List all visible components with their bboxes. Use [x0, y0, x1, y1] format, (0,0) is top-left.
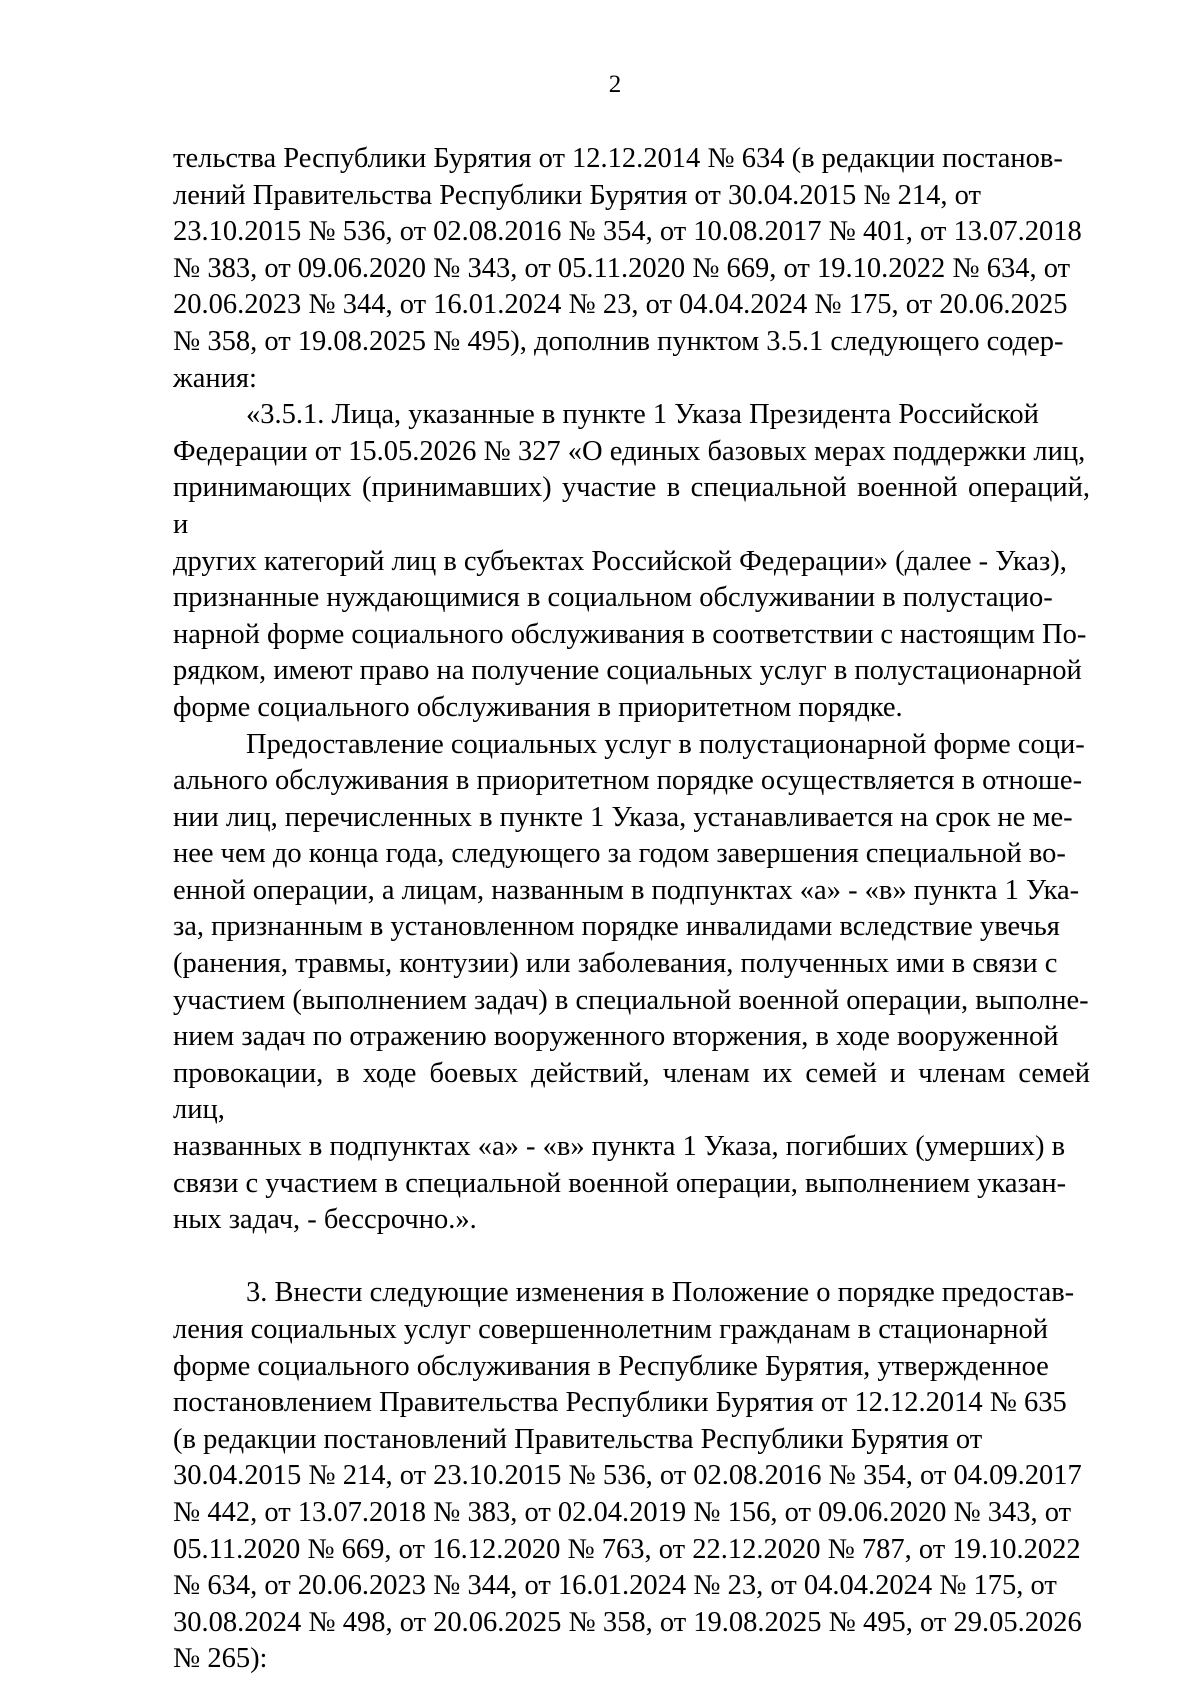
text-line: нием задач по отражению вооруженного вторжения, в ходе вооруженной	[173, 1021, 1059, 1053]
text-line: «3.5.1. Лица, указанные в пункте 1 Указа Президента Российской	[246, 399, 1039, 431]
text-line: жания:	[173, 362, 257, 394]
text-line: принимающих (принимавших) участие в специальной военной операций, и	[173, 472, 1090, 540]
document-body	[173, 141, 1090, 1678]
text-line: № 442, от 13.07.2018 № 383, от 02.04.2019 № 156, от 09.06.2020 № 343, от	[173, 1496, 1072, 1528]
text-line: связи с участием в специальной военной операции, выполнением указан-	[173, 1167, 1067, 1199]
text-line: названных в подпунктах «а» - «в» пункта 1 Указа, погибших (умерших) в	[173, 1131, 1066, 1163]
text-line: форме социального обслуживания в Республике Бурятия, утвержденное	[173, 1350, 1049, 1382]
text-line: Федерации от 15.05.2026 № 327 «О единых базовых мерах поддержки лиц,	[173, 435, 1086, 467]
text-line: № 383, от 09.06.2020 № 343, от 05.11.2020 № 669, от 19.10.2022 № 634, от	[173, 252, 1071, 284]
text-line: № 358, от 19.08.2025 № 495), дополнив пунктом 3.5.1 следующего содер-	[173, 325, 1064, 357]
paragraph-amendment-intro	[173, 141, 1090, 397]
text-line: (ранения, травмы, контузии) или заболевания, полученных ими в связи с	[173, 948, 1058, 980]
text-line: ных задач, - бессрочно.».	[173, 1204, 477, 1236]
text-line: № 634, от 20.06.2023 № 344, от 16.01.2024 № 23, от 04.04.2024 № 175, от	[173, 1570, 1057, 1602]
text-line: № 265):	[173, 1643, 268, 1675]
text-line: 20.06.2023 № 344, от 16.01.2024 № 23, от 04.04.2024 № 175, от 20.06.2025	[173, 289, 1068, 321]
text-line: рядком, имеют право на получение социальных услуг в полустационарной	[173, 655, 1082, 687]
text-line: 30.04.2015 № 214, от 23.10.2015 № 536, от 02.08.2016 № 354, от 04.09.2017	[173, 1460, 1082, 1492]
page-number: 2	[608, 71, 622, 98]
text-line: признанные нуждающимися в социальном обслуживании в полустацио-	[173, 582, 1053, 614]
text-line: (в редакции постановлений Правительства Республики Бурятия от	[173, 1423, 983, 1455]
paragraph-spacer	[173, 1239, 1090, 1276]
text-line: нарной форме социального обслуживания в соответствии с настоящим По-	[173, 618, 1087, 650]
text-line: провокации, в ходе боевых действий, членам их семей и членам семей лиц,	[173, 1057, 1090, 1126]
text-line: 05.11.2020 № 669, от 16.12.2020 № 763, от 22.12.2020 № 787, от 19.10.2022	[173, 1533, 1081, 1565]
text-line: форме социального обслуживания в приоритетном порядке.	[173, 691, 903, 723]
text-line: за, признанным в установленном порядке инвалидами вследствие увечья	[173, 911, 1060, 943]
text-line: нии лиц, перечисленных в пункте 1 Указа, устанавливается на срок не ме-	[173, 801, 1073, 833]
text-line: других категорий лиц в субъектах Российской Федерации» (далее - Указ),	[173, 545, 1067, 577]
text-line: 3. Внести следующие изменения в Положение о порядке предостав-	[246, 1277, 1075, 1309]
text-line: лений Правительства Республики Бурятия от 30.04.2015 № 214, от	[173, 179, 982, 211]
text-line: тельства Республики Бурятия от 12.12.2014 № 634 (в редакции постанов-	[173, 143, 1063, 174]
paragraph-clause-3-5-1	[173, 397, 1090, 726]
text-line: 23.10.2015 № 536, от 02.08.2016 № 354, от 10.08.2017 № 401, от 13.07.2018	[173, 216, 1082, 248]
text-line: ального обслуживания в приоритетном порядке осуществляется в отноше-	[173, 765, 1083, 797]
text-line: Предоставление социальных услуг в полустационарной форме соци-	[246, 728, 1085, 760]
paragraph-service-provision	[173, 727, 1090, 1239]
text-line: енной операции, а лицам, названным в подпунктах «а» - «в» пункта 1 Ука-	[173, 874, 1080, 906]
text-line: 30.08.2024 № 498, от 20.06.2025 № 358, от 19.08.2025 № 495, от 29.05.2026	[173, 1606, 1082, 1638]
text-line: ления социальных услуг совершеннолетним гражданам в стационарной	[173, 1314, 1048, 1345]
text-line: участием (выполнением задач) в специальной военной операции, выполне-	[173, 984, 1089, 1016]
text-line: постановлением Правительства Республики Бурятия от 12.12.2014 № 635	[173, 1387, 1067, 1419]
text-line: нее чем до конца года, следующего за годом завершения специальной во-	[173, 838, 1066, 870]
paragraph-item-3	[173, 1275, 1090, 1678]
